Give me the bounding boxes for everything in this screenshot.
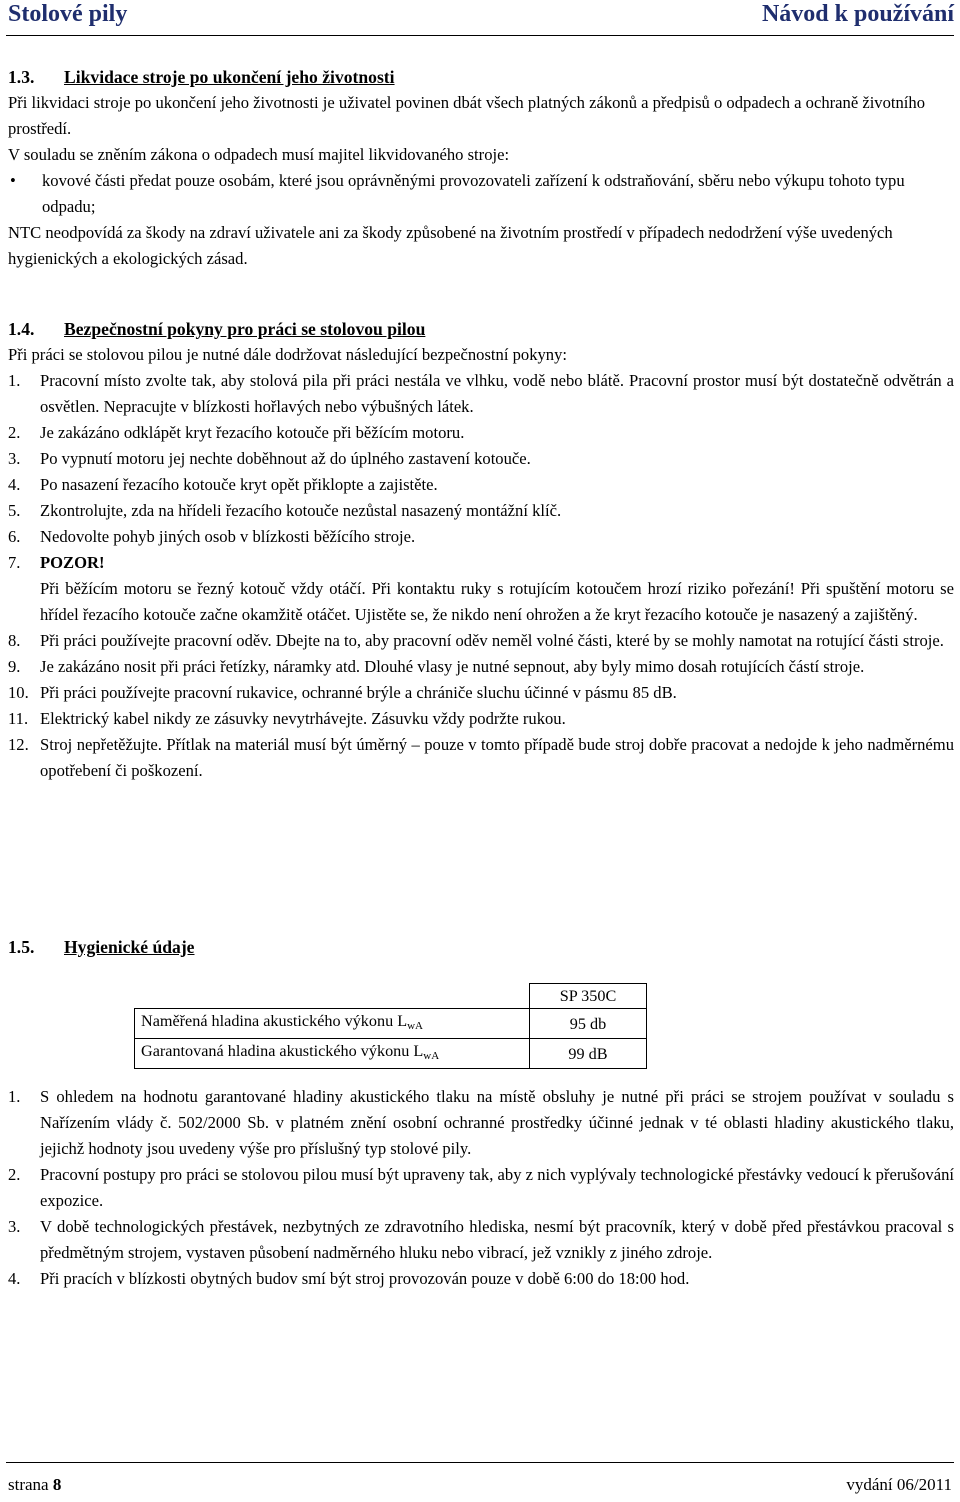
- item-number: 1.: [8, 1087, 21, 1106]
- paragraph: Při práci se stolovou pilou je nutné dále dodržovat následující bezpečnostní pokyny:: [8, 345, 567, 364]
- item-text: Je zakázáno nosit při práci řetízky, náramky atd. Dlouhé vlasy je nutné sepnout, aby byly mimo dosah rotujících částí stroje.: [40, 657, 865, 676]
- item-number: 3.: [8, 1217, 21, 1236]
- section-title: Hygienické údaje: [64, 937, 195, 957]
- item-number: 10.: [8, 683, 29, 702]
- header-rule: [6, 35, 954, 36]
- paragraph: Při likvidaci stroje po ukončení jeho životnosti je uživatel povinen dbát všech platných zákonů a předpisů o odpadech a ochraně životního prostředí.: [8, 93, 926, 138]
- item-text: Pracovní místo zvolte tak, aby stolová pila při práci nestála ve vlhku, vodě nebo blátě. Pracovní prostor musí být dostatečně odvětrán a osvětlen. Nepracujte v blízkosti hořlavých nebo výbušných látek.: [40, 371, 954, 416]
- item-number: 4.: [8, 475, 21, 494]
- row-label: Garantovaná hladina akustického výkonu $L_{wA}$: [135, 1039, 530, 1069]
- section-1-5: [8, 934, 954, 960]
- section-1-3: [8, 64, 954, 272]
- header-doc-type: Návod k používání: [761, 1, 954, 27]
- page-footer: [8, 1474, 952, 1496]
- item-number: 8.: [8, 631, 21, 650]
- noise-table: [134, 983, 647, 1069]
- paragraph: NTC neodpovídá za škody na zdraví uživatele ani za škody způsobené na životním prostředí v případech nedodržení výše uvedených hygienických a ekologických zásad.: [8, 223, 893, 268]
- item-text: Po vypnutí motoru jej nechte doběhnout až do úplného zastavení kotouče.: [40, 449, 531, 468]
- item-text: Při pracích v blízkosti obytných budov smí být stroj provozován pouze v době 6:00 do 18:00 hod.: [40, 1269, 690, 1288]
- bullet-text: kovové části předat pouze osobám, které jsou oprávněnými provozovateli zařízení k odstraňování, sběru nebo výkupu tohoto typu odpadu;: [42, 171, 905, 216]
- table-row: [135, 1009, 647, 1039]
- item-text: Nedovolte pohyb jiných osob v blízkosti běžícího stroje.: [40, 527, 416, 546]
- item-number: [8, 576, 40, 628]
- row-value: 95 db: [530, 1009, 647, 1039]
- item-number: 1.: [8, 371, 21, 390]
- section-heading: [8, 316, 954, 342]
- item-text: Při práci používejte pracovní rukavice, ochranné brýle a chrániče sluchu účinné v pásmu 85 dB.: [40, 683, 677, 702]
- item-text: Stroj nepřetěžujte. Přítlak na materiál musí být úměrný – pouze v tomto případě bude stroj dobře pracovat a nedojde k jeho nadměrnému opotřebení či poškození.: [40, 735, 954, 780]
- item-number: 7.: [8, 553, 21, 572]
- paragraph: V souladu se zněním zákona o odpadech musí majitel likvidovaného stroje:: [8, 145, 510, 164]
- section-title: Likvidace stroje po ukončení jeho životnosti: [64, 67, 395, 87]
- row-label: Naměřená hladina akustického výkonu $L_{wA}$: [135, 1009, 530, 1039]
- item-text: S ohledem na hodnotu garantované hladiny akustického tlaku na místě obsluhy je nutné při práci se strojem používat v souladu s Nařízením vlády č. 502/2000 Sb. v platném znění osobní ochranné prostředky účinné jednak v té oblasti hladiny akustického tlaku, jejichž hodnoty jsou uvedeny výše pro příslušný typ stolové pily.: [40, 1087, 954, 1158]
- edition-label: vydání 06/2011: [846, 1475, 952, 1494]
- item-number: 12.: [8, 735, 29, 754]
- page-number: strana 8: [8, 1475, 62, 1494]
- item-number: 2.: [8, 1165, 21, 1184]
- item-text: Je zakázáno odklápět kryt řezacího kotouče při běžícím motoru.: [40, 423, 465, 442]
- item-text: Elektrický kabel nikdy ze zásuvky nevytrhávejte. Zásuvku vždy podržte rukou.: [40, 709, 566, 728]
- item-number: 11.: [8, 709, 29, 728]
- table-header-row: [135, 984, 647, 1009]
- section-heading: [8, 934, 954, 960]
- item-number: 3.: [8, 449, 21, 468]
- section-title: Bezpečnostní pokyny pro práci se stolovou pilou: [64, 319, 426, 339]
- section-heading: [8, 64, 954, 90]
- section-number: 1.4.: [8, 319, 35, 339]
- column-header: SP 350C: [530, 984, 647, 1009]
- item-number: 2.: [8, 423, 21, 442]
- section-number: 1.5.: [8, 937, 35, 957]
- section-1-4: [8, 316, 954, 784]
- item-number: 9.: [8, 657, 21, 676]
- table-row: [135, 1039, 647, 1069]
- footer-rule: [6, 1462, 954, 1463]
- warning-label: POZOR!: [40, 553, 105, 572]
- item-text: Při práci používejte pracovní oděv. Dbejte na to, aby pracovní oděv neměl volné části, které by se mohly namotat na rotující části stroje.: [40, 631, 944, 650]
- item-text: Při běžícím motoru se řezný kotouč vždy otáčí. Při kontaktu ruky s rotujícím kotoučem hrozí riziko pořezání! Při spuštění motoru se hřídel řezacího kotouče začne okamžitě otáčet. Ujistěte se, že nikdo není ohrožen a že kryt řezacího kotouče je nasazený a zajištěný.: [40, 579, 954, 624]
- bullet-item: [8, 168, 954, 220]
- header-title: Stolové pily: [8, 1, 128, 27]
- item-text: Zkontrolujte, zda na hřídeli řezacího kotouče nezůstal nasazený montážní klíč.: [40, 501, 562, 520]
- bullet-icon: •: [10, 171, 16, 190]
- page-header: [8, 0, 954, 34]
- item-text: Po nasazení řezacího kotouče kryt opět přiklopte a zajistěte.: [40, 475, 438, 494]
- section-number: 1.3.: [8, 67, 35, 87]
- item-text: Pracovní postupy pro práci se stolovou pilou musí být upraveny tak, aby z nich vyplývaly technologické přestávky vedoucí k přerušování expozice.: [40, 1165, 954, 1210]
- item-number: 4.: [8, 1269, 21, 1288]
- row-value: 99 dB: [530, 1039, 647, 1069]
- item-text: V době technologických přestávek, nezbytných ze zdravotního hlediska, nesmí být pracovník, který v době před přestávkou pracoval s předmětným strojem, vystaven působení nadměrného hluku nebo vibrací, jež vznikly z jiného zdroje.: [40, 1217, 954, 1262]
- item-number: 5.: [8, 501, 21, 520]
- item-number: 6.: [8, 527, 21, 546]
- hygiene-notes: [8, 1084, 954, 1292]
